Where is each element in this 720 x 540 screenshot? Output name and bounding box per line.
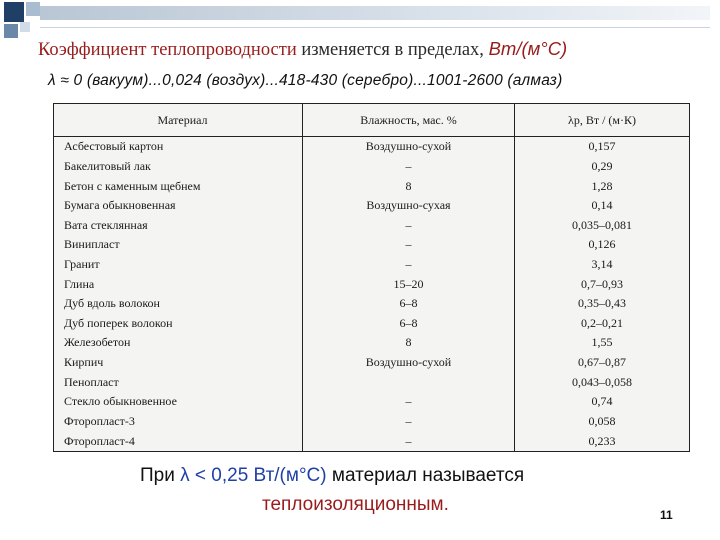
cell-humidity: Воздушно-сухой [303, 353, 515, 373]
cell-humidity: 8 [303, 176, 515, 196]
cell-material: Глина [64, 276, 95, 291]
cell-material: Железобетон [64, 335, 131, 350]
cell-lambda: 0,2–0,21 [515, 314, 690, 334]
table-row [54, 294, 689, 314]
cell-material: Кирпич [64, 355, 104, 370]
table-row [54, 412, 689, 432]
cell-material: Дуб вдоль волокон [64, 296, 160, 311]
cell-material: Бетон с каменным щебнем [64, 178, 201, 193]
conductivity-table [53, 103, 690, 452]
table-row [54, 431, 689, 451]
conclusion-line1 [140, 465, 524, 487]
range-line: λ ≈ 0 (вакуум)...0,024 (воздух)...418-430 (серебро)...1001-2600 (алмаз) [48, 72, 563, 89]
table-row [54, 255, 689, 275]
table-row [54, 372, 689, 392]
cell-lambda: 3,14 [515, 255, 690, 275]
cell-humidity: Воздушно-сухая [303, 196, 515, 216]
title-unit: Вт/(м°С) [488, 38, 568, 59]
cell-lambda: 0,7–0,93 [515, 274, 690, 294]
cell-lambda: 0,35–0,43 [515, 294, 690, 314]
cell-material: Гранит [64, 256, 100, 271]
cell-material: Бакелитовый лак [64, 158, 151, 173]
cell-lambda: 0,233 [515, 431, 690, 451]
cell-humidity: – [303, 431, 515, 451]
title-part2: изменяется в пределах, [296, 40, 489, 60]
cell-lambda: 0,043–0,058 [515, 372, 690, 392]
decor-square [4, 2, 24, 22]
table-row [54, 235, 689, 255]
cell-humidity: 8 [303, 333, 515, 353]
cell-humidity [303, 372, 515, 392]
cell-material: Вата стеклянная [64, 217, 148, 232]
decor-square [20, 22, 30, 32]
cell-material: Фторопласт-3 [64, 413, 135, 428]
header-divider [40, 27, 710, 28]
conclusion-formula: λ < 0,25 Вт/(м°С) [180, 465, 327, 486]
cell-material: Стекло обыкновенное [64, 394, 177, 409]
cell-material: Бумага обыкновенная [64, 198, 176, 213]
table-row [54, 157, 689, 177]
cell-lambda: 0,74 [515, 392, 690, 412]
table-row [54, 196, 689, 216]
cell-humidity: – [303, 235, 515, 255]
table-row [54, 176, 689, 196]
cell-humidity: – [303, 412, 515, 432]
cell-humidity: – [303, 392, 515, 412]
header-bar [40, 6, 710, 20]
cell-material: Дуб поперек волокон [64, 315, 173, 330]
cell-lambda: 1,55 [515, 333, 690, 353]
header-lambda: λр, Вт / (м·К) [515, 104, 690, 137]
table-row [54, 392, 689, 412]
cell-lambda: 0,67–0,87 [515, 353, 690, 373]
cell-material: Пенопласт [64, 374, 119, 389]
cell-humidity: 6–8 [303, 314, 515, 334]
header-material: Материал [54, 104, 303, 137]
cell-material: Винипласт [64, 237, 120, 252]
conclusion-line2: теплоизоляционным. [262, 494, 449, 515]
decor-square [26, 2, 40, 16]
table-row [54, 353, 689, 373]
cell-material: Асбестовый картон [64, 139, 164, 154]
decor-square [4, 24, 18, 38]
cell-lambda: 0,058 [515, 412, 690, 432]
table-row [54, 333, 689, 353]
cell-humidity: 15–20 [303, 274, 515, 294]
table-row [54, 274, 689, 294]
cell-humidity: – [303, 255, 515, 275]
cell-lambda: 0,035–0,081 [515, 215, 690, 235]
cell-lambda: 0,14 [515, 196, 690, 216]
table-row [54, 314, 689, 334]
table-row [54, 215, 689, 235]
page-number: 11 [660, 508, 673, 522]
cell-lambda: 0,126 [515, 235, 690, 255]
slide-title [38, 38, 718, 61]
cell-lambda: 1,28 [515, 176, 690, 196]
table-row [54, 137, 689, 157]
cell-humidity: – [303, 157, 515, 177]
cell-humidity: Воздушно-сухой [303, 137, 515, 157]
header-humidity: Влажность, мас. % [303, 104, 515, 137]
cell-humidity: – [303, 215, 515, 235]
conclusion-pre: При [140, 465, 181, 486]
title-part1: Коэффициент теплопроводности [38, 40, 297, 60]
cell-lambda: 0,157 [515, 137, 690, 157]
conclusion-post: материал называется [326, 465, 525, 486]
cell-lambda: 0,29 [515, 157, 690, 177]
table-header-row [54, 104, 689, 137]
cell-humidity: 6–8 [303, 294, 515, 314]
cell-material: Фторопласт-4 [64, 433, 135, 448]
